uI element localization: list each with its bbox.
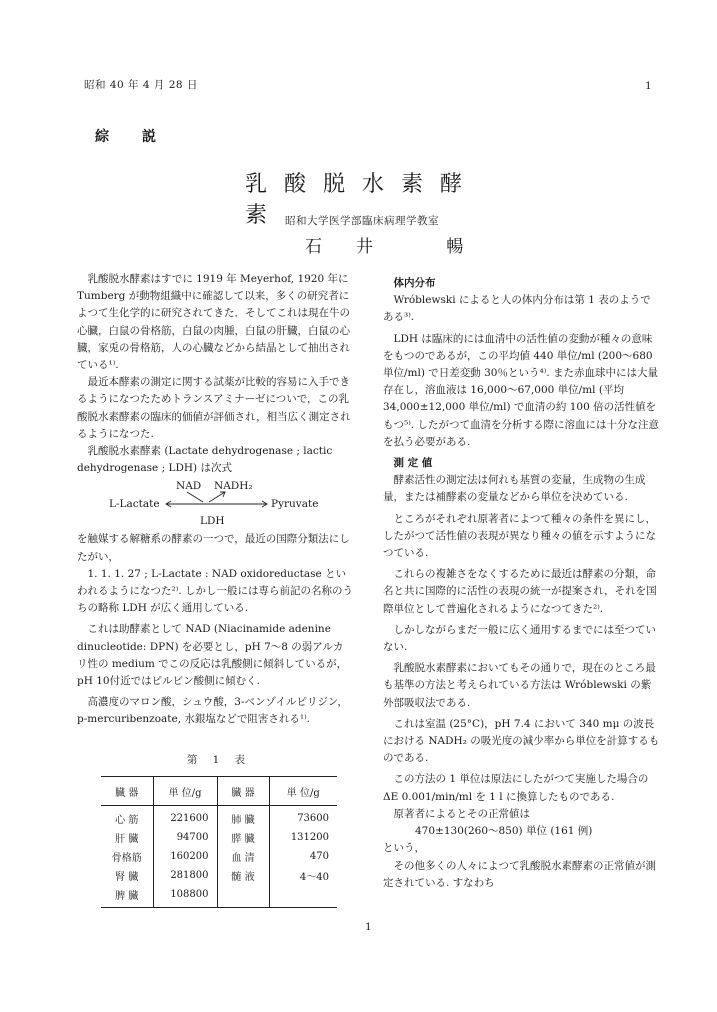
paragraph: を触媒する解糖系の酵素の一つで，最近の国際分類法にしたがい， [77,533,350,563]
normal-value-formula: 470±130(260～850) 単位 (161 例) [415,825,593,838]
reaction-product: Pyruvate [271,498,319,511]
reaction-equation [77,477,353,531]
paragraph: という， [383,842,425,855]
table-cell: 131200 [290,832,329,843]
table-cell: 94700 [153,828,217,847]
right-column [383,275,661,892]
table-body [101,776,337,908]
table-1 [101,752,337,908]
table-cell: 脾 臓 [101,885,153,908]
table-header: 臓 器 [101,777,153,806]
table-cell: 血 清 [217,847,269,866]
table-cell: 470 [309,851,329,862]
paragraph: 乳酸脱水酵素はすでに 1919 年 Meyerhof, 1920 年に Tumberg が動物組織中に確認して以来，多くの研究者によつて生化学的に研究されてきた．そしてこれは現在牛の心臓，白鼠の骨格筋，白鼠の肉腫，白鼠の肝臓，白鼠の心臓，家兎の骨格筋，人の心臓などから結晶として抽出されている¹⁾. [77,273,350,372]
paragraph: LDH は臨床的には血清中の活性値の変動が種々の意味をもつのであるが，この平均値 440 単位/ml (200～680 単位/ml) で日差変動 30％という⁴⁾. また赤血球中には大量存在し，溶血液は 16,000～67,000 単位/ml (平均 34,000±12,000 単位/ml) で血清の約 100 倍の活性値をもつ⁵⁾. したがつて血清を分析する際に溶血には十分な注意を払う必要がある. [383,332,659,448]
table-cell: 221600 [153,806,217,829]
table-cell [269,885,337,908]
reaction-substrate: L-Lactate [109,498,160,511]
paragraph: 酵素活性の測定法は何れも基質の変量，生成物の生成量，または補酵素の変量などから単位を決めている. [383,474,646,504]
paragraph: これらの複雑さをなくするために最近は酵素の分類，命名と共に国際的に活性の表現の統一が提案され，それを国際単位として普遍化されるようになつてきた²⁾. [383,568,657,615]
table-cell [217,885,269,908]
table-row [101,885,337,908]
table-header: 臓 器 [217,777,269,806]
paragraph: これは室温 (25°C)，pH 7.4 において 340 mμ の波長における NADH₂ の吸光度の減少率から単位を計算するものである. [383,717,660,765]
table-caption: 第 1 表 [186,754,252,766]
reaction-enzyme: LDH [200,515,225,528]
table-row [101,806,337,829]
table-cell: 髄 液 [217,866,269,885]
table-cell: 160200 [153,847,217,866]
table-cell: 73600 [297,813,329,824]
section-label: 綜 説 [95,129,170,145]
paragraph: 乳酸脱水素酵素 (Lactate dehydrogenase ; lactic dehydrogenase ; LDH) は次式 [77,445,333,475]
reaction-coenzyme-out: NADH₂ [214,480,253,493]
table-cell: 4～40 [299,872,329,883]
paragraph: Wróblewski によると人の体内分布は第 1 表のようである³⁾. [383,294,651,324]
paragraph: これは助酵素として NAD (Niacinamide adenine dinucleotide: DPN) を必要とし，pH 7～8 の弱アルカリ性の medium でこの反応は乳酸側に傾斜しているが，pH 10付近ではピルビン酸側に傾むく. [77,623,348,688]
paragraph: 乳酸脱水素酵素においてもその通りで，現在のところ最も基準の方法と考えられている方法は Wróblewski の紫外部吸収法である. [383,662,656,709]
paragraph: 原著者によるとその正常値は [393,807,530,820]
reaction-arrows [77,477,353,531]
table-row [101,866,337,885]
table-cell: 腎 臓 [101,866,153,885]
page-number-top: 1 [645,80,653,92]
table-row [101,847,337,866]
page-number-bottom: 1 [365,921,373,933]
article-title: 乳酸脱水素酵素 [245,172,480,228]
paragraph: ところがそれぞれ原著者によつて種々の条件を異にし，したがつて活性値の表現が異なり種々の値を示すようになつている. [383,512,656,560]
issue-date: 昭和 40 年 4 月 28 日 [84,79,198,91]
table-cell: 心 筋 [101,806,153,829]
heading-measured-values: 測 定 値 [393,457,433,470]
table-cell: 肺 臓 [217,806,269,829]
table-row [101,828,337,847]
paragraph: この方法の 1 単位は原法にしたがつて実施した場合の ΔE 0.001/min/ml を 1 l に換算したものである. [383,773,649,803]
paragraph: 最近本酵素の測定に関する試薬が比較的容易に入手できるようになつたためトランスアミナーゼについで，この乳酸脱水素酵素の臨床的価値が評価され，相当広く測定されるようになつた. [77,376,351,440]
left-column [77,271,353,729]
paragraph: 1. 1. 1. 27 ; L-Lactate : NAD oxidoreductase といわれるようになつた²⁾. しかし一般には専ら前記の名称のうちの略称 LDH が広く通用している. [77,567,353,615]
table-cell: 肝 臓 [101,828,153,847]
table-cell: 281800 [153,866,217,885]
paragraph: 高濃度のマロン酸，シュウ酸，3-ベンゾイルピリジン，p-mercuribenzoate, 水銀塩などで阻害される¹⁾. [77,696,348,726]
table-header: 単 位/g [286,787,320,799]
paragraph: しかしながらまだ一般に広く通用するまでには至つていない. [383,623,656,654]
table-cell: 骨格筋 [101,847,153,866]
table-header: 単 位/g [153,777,217,806]
table-cell: 108800 [153,885,217,908]
paragraph: その他多くの人々によつて乳酸脱水素酵素の正常値が測定されている. すなわち [383,859,656,889]
affiliation: 昭和大学医学部臨床病理学教室 [285,215,439,227]
reaction-coenzyme-in: NAD [176,480,202,493]
table-header-row [101,777,337,806]
author-name: 石井 暢 [305,237,498,257]
table-cell: 膵 臓 [217,828,269,847]
heading-distribution: 体内分布 [393,277,436,289]
